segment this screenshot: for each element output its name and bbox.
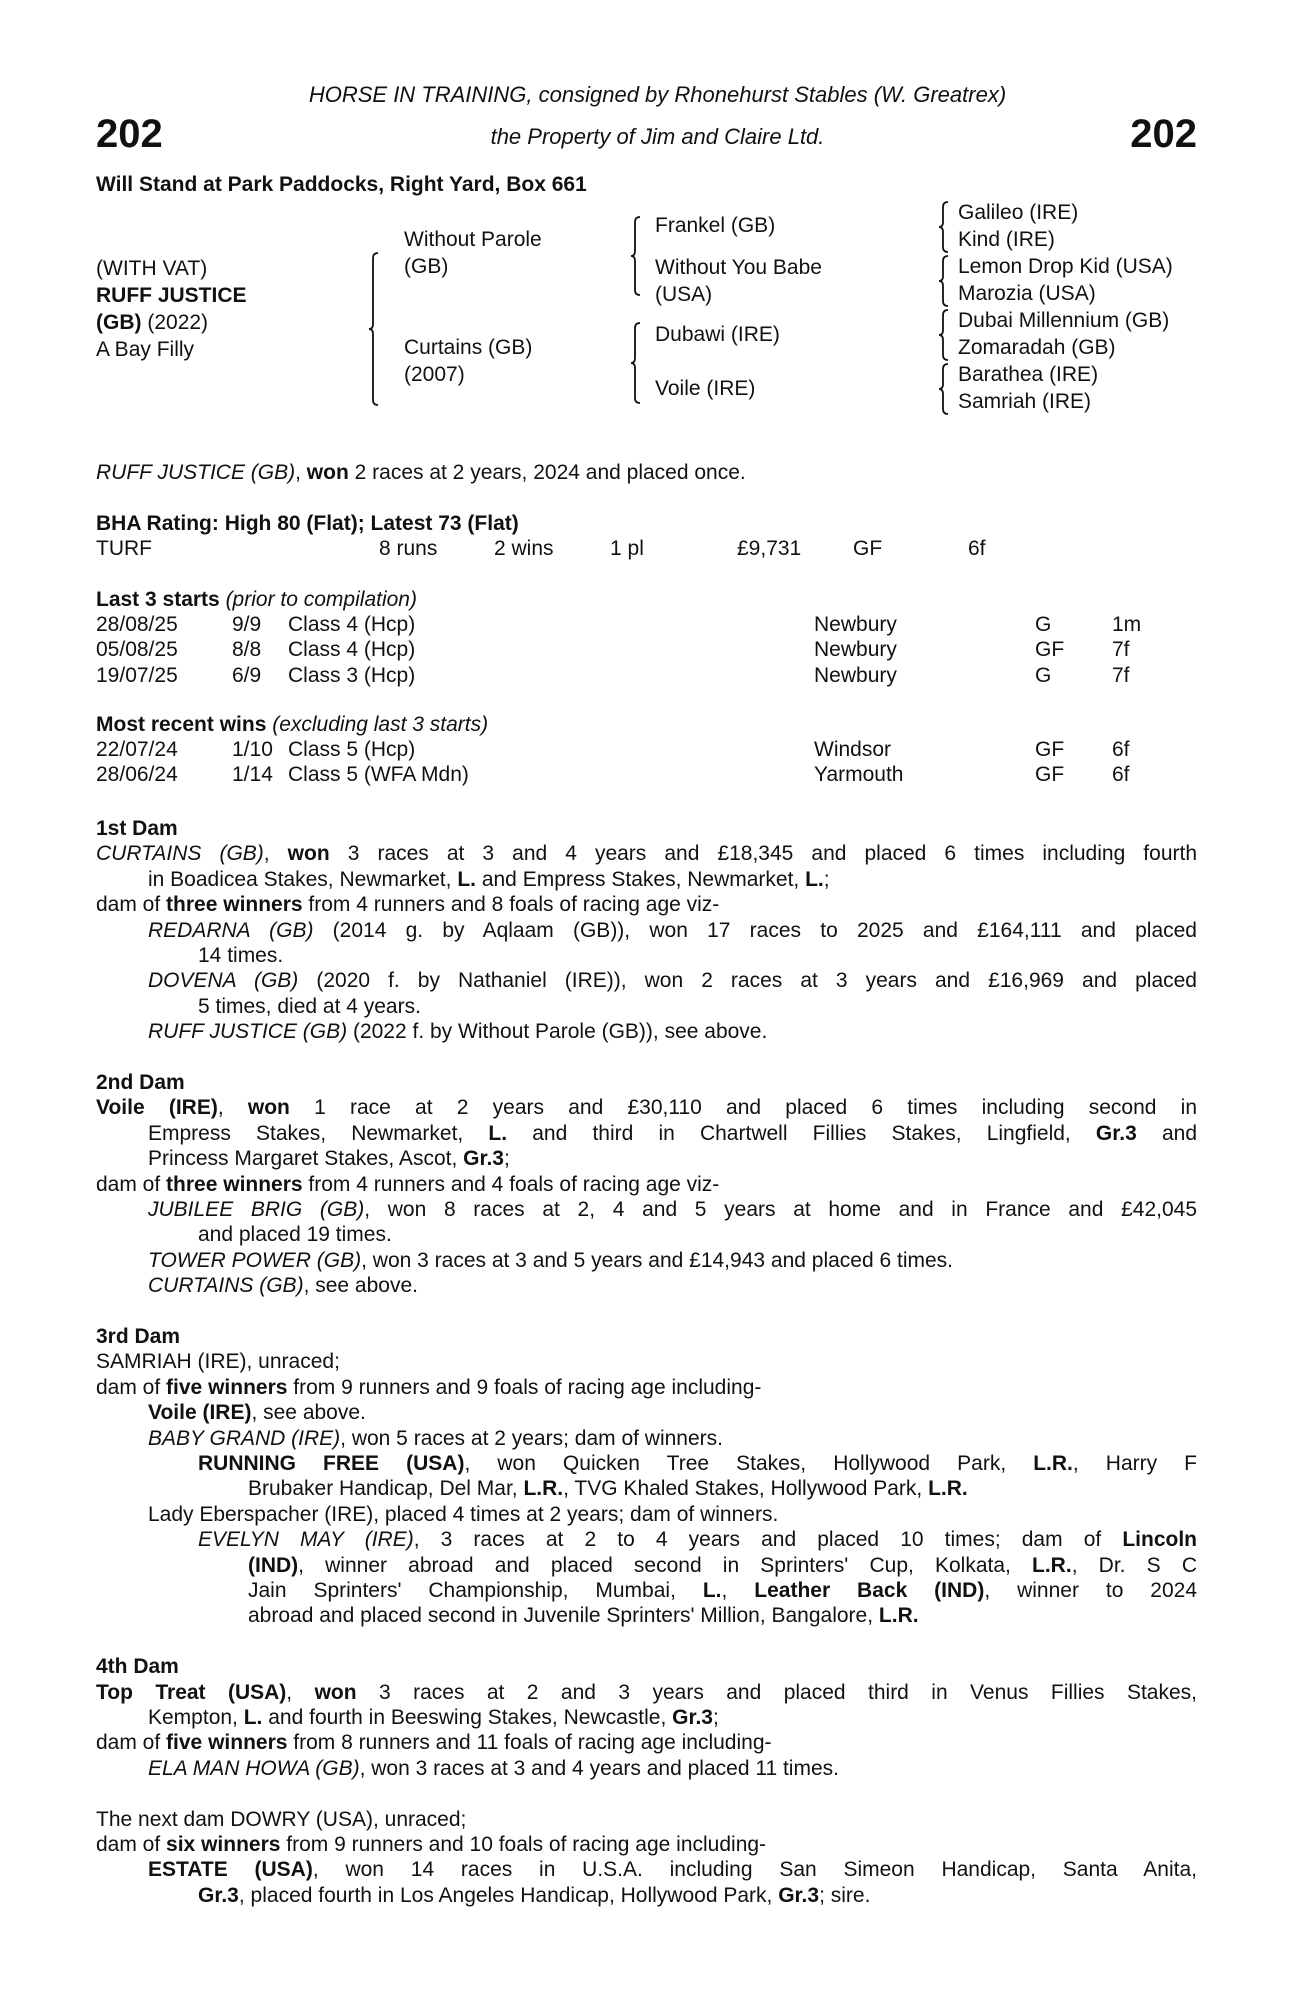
text: , bbox=[217, 1096, 248, 1120]
record-line bbox=[96, 1349, 340, 1374]
race-course: Yarmouth bbox=[814, 763, 904, 787]
text: SAMRIAH (IRE), unraced; bbox=[96, 1350, 340, 1374]
italic-text: DOVENA (GB) bbox=[148, 969, 299, 993]
record-line bbox=[248, 1553, 1197, 1578]
horse-name: RUFF JUSTICE bbox=[96, 284, 247, 307]
text: , bbox=[263, 842, 288, 866]
bold-text: Gr.3 bbox=[1095, 1121, 1137, 1145]
vat-note: (WITH VAT) bbox=[96, 257, 208, 280]
race-dist: 1m bbox=[1112, 613, 1142, 636]
bold-text: Voile (IRE) bbox=[96, 1096, 218, 1120]
italic-text: REDARNA (GB) bbox=[148, 918, 314, 942]
record-line bbox=[248, 1578, 1197, 1603]
italic-text: CURTAINS (GB) bbox=[148, 1274, 304, 1298]
record-line bbox=[148, 1146, 510, 1171]
summary-text: 2 races at 2 years, 2024 and placed once. bbox=[348, 461, 746, 484]
ancestor: Zomaradah (GB) bbox=[958, 336, 1116, 359]
bold-text: 1st Dam bbox=[96, 817, 178, 840]
text: Brubaker Handicap, Del Mar, bbox=[248, 1477, 524, 1501]
bold-text: six winners bbox=[166, 1833, 281, 1856]
text: and Empress Stakes, Newmarket, bbox=[475, 867, 806, 891]
race-class: Class 5 (WFA Mdn) bbox=[288, 763, 469, 787]
record-line bbox=[248, 1603, 919, 1628]
race-course: Newbury bbox=[814, 663, 897, 687]
last3-title: Last 3 starts bbox=[96, 588, 220, 611]
bold-text: L. bbox=[702, 1579, 722, 1602]
text: ; sire. bbox=[819, 1883, 871, 1907]
bold-text: L. bbox=[488, 1121, 508, 1145]
going: GF bbox=[853, 537, 883, 560]
sire-dam-country: (USA) bbox=[655, 283, 713, 306]
record-line bbox=[96, 1654, 179, 1679]
sire-dam bbox=[655, 254, 822, 308]
ancestor: Kind (IRE) bbox=[958, 228, 1055, 251]
dam bbox=[404, 334, 532, 388]
text: 3 races at 3 and 4 years and £18,345 and placed 6 times including fourth bbox=[329, 842, 1197, 866]
record-line bbox=[148, 1426, 723, 1451]
record-line bbox=[96, 1730, 772, 1755]
horse-year: (2022) bbox=[147, 311, 209, 334]
bold-text: Gr.3 bbox=[198, 1883, 239, 1907]
text: , bbox=[721, 1579, 755, 1602]
race-dist: 6f bbox=[1112, 763, 1130, 787]
bold-text: ESTATE (USA) bbox=[148, 1858, 313, 1882]
race-class: Class 4 (Hcp) bbox=[288, 613, 416, 636]
record-line bbox=[148, 1400, 366, 1425]
italic-text: CURTAINS (GB) bbox=[96, 842, 264, 866]
record-line bbox=[96, 1070, 185, 1095]
brace-icon bbox=[938, 255, 950, 307]
record-line bbox=[148, 1502, 778, 1527]
race-going: GF bbox=[1035, 638, 1065, 662]
sire-name: Without Parole bbox=[404, 228, 542, 251]
placed: 1 pl bbox=[610, 537, 644, 560]
race-course: Windsor bbox=[814, 738, 892, 761]
last3-note: (prior to compilation) bbox=[219, 588, 417, 611]
text: , won 5 races at 2 years; dam of winners. bbox=[340, 1426, 723, 1450]
race-going: GF bbox=[1035, 763, 1065, 787]
ancestor: Lemon Drop Kid (USA) bbox=[958, 255, 1173, 278]
brace-icon bbox=[938, 363, 950, 415]
text: , winner abroad and placed second in Sprinters' Cup, Kolkata, bbox=[298, 1553, 1033, 1577]
text: , placed fourth in Los Angeles Handicap, Hollywood Park, bbox=[238, 1883, 779, 1907]
race-dist: 6f bbox=[1112, 738, 1130, 761]
race-pos: 8/8 bbox=[232, 638, 262, 662]
bold-text: five winners bbox=[166, 1731, 288, 1755]
record-line bbox=[96, 1807, 466, 1832]
text: abroad and placed second in Juvenile Sprinters' Million, Bangalore, bbox=[248, 1604, 879, 1628]
ancestor: Barathea (IRE) bbox=[958, 363, 1099, 386]
bold-text: (IND) bbox=[248, 1553, 299, 1577]
sire-sire: Frankel (GB) bbox=[655, 214, 776, 237]
text: The next dam DOWRY (USA), unraced; bbox=[96, 1807, 467, 1831]
race-dist: 7f bbox=[1112, 638, 1130, 662]
bold-text: Leather Back (IND) bbox=[754, 1579, 985, 1602]
race-date: 05/08/25 bbox=[96, 638, 178, 662]
record-line bbox=[148, 1756, 839, 1781]
race-date: 19/07/25 bbox=[96, 663, 178, 687]
summary-won: won bbox=[306, 461, 349, 484]
record-line bbox=[148, 1857, 1197, 1882]
record-line bbox=[198, 1222, 392, 1247]
bold-text: Gr.3 bbox=[672, 1706, 713, 1729]
prize-money: £9,731 bbox=[737, 537, 802, 560]
text: in Boadicea Stakes, Newmarket, bbox=[148, 867, 458, 891]
text: , 3 races at 2 to 4 years and placed 10 times; dam of bbox=[413, 1528, 1123, 1552]
text: from 9 runners and 9 foals of racing age including- bbox=[287, 1375, 762, 1399]
record-line bbox=[198, 994, 421, 1019]
record-line bbox=[148, 1248, 953, 1273]
text: dam of bbox=[96, 1172, 167, 1196]
record-line bbox=[96, 1832, 766, 1857]
race-pos: 9/9 bbox=[232, 613, 262, 636]
sire-country: (GB) bbox=[404, 255, 449, 278]
bold-text: Gr.3 bbox=[463, 1147, 504, 1171]
text: Jain Sprinters' Championship, Mumbai, bbox=[248, 1579, 703, 1602]
record-line bbox=[148, 968, 1197, 993]
race-pos: 1/14 bbox=[232, 763, 273, 787]
record-line bbox=[148, 1197, 1197, 1222]
text: Kempton, bbox=[148, 1706, 244, 1729]
text: , winner to 2024 bbox=[984, 1579, 1197, 1602]
dam-name: Curtains (GB) bbox=[404, 336, 533, 359]
text: , won 8 races at 2, 4 and 5 years at home and in France and £42,045 bbox=[364, 1198, 1197, 1221]
text: dam of bbox=[96, 893, 167, 917]
bold-text: L.R. bbox=[523, 1477, 564, 1501]
text: 1 race at 2 years and £30,110 and placed 6 times including second in bbox=[289, 1096, 1197, 1120]
text: and placed 19 times. bbox=[198, 1223, 392, 1247]
race-course: Newbury bbox=[814, 638, 897, 662]
record-line bbox=[198, 1883, 870, 1908]
brace-icon bbox=[368, 252, 380, 406]
bold-text: Top Treat (USA) bbox=[96, 1680, 287, 1704]
record-line bbox=[96, 1172, 719, 1197]
text: (2020 f. by Nathaniel (IRE)), won 2 races at 3 years and £16,969 and placed bbox=[298, 969, 1197, 993]
surface: TURF bbox=[96, 537, 152, 560]
brace-icon bbox=[630, 216, 642, 296]
text: from 4 runners and 8 foals of racing age viz- bbox=[302, 893, 720, 917]
text: , see above. bbox=[303, 1274, 418, 1298]
text: ; bbox=[823, 867, 830, 891]
dam-year: (2007) bbox=[404, 363, 465, 386]
text: Lady Eberspacher (IRE), placed 4 times at 2 years; dam of winners. bbox=[148, 1502, 779, 1526]
recent-heading bbox=[96, 713, 488, 737]
horse-info bbox=[96, 255, 247, 363]
text: , won Quicken Tree Stakes, Hollywood Park, bbox=[464, 1452, 1034, 1475]
text: Empress Stakes, Newmarket, bbox=[148, 1121, 489, 1145]
distance: 6f bbox=[968, 537, 986, 560]
italic-text: RUFF JUSTICE (GB) bbox=[148, 1020, 348, 1044]
wins: 2 wins bbox=[494, 537, 554, 560]
bold-text: RUNNING FREE (USA) bbox=[198, 1452, 465, 1475]
race-date: 28/08/25 bbox=[96, 613, 178, 636]
lot-number-left: 202 bbox=[96, 112, 163, 156]
bold-text: 3rd Dam bbox=[96, 1325, 181, 1348]
bold-text: five winners bbox=[166, 1375, 288, 1399]
italic-text: JUBILEE BRIG (GB) bbox=[148, 1198, 365, 1221]
lot-number-right: 202 bbox=[1130, 112, 1197, 156]
race-class: Class 5 (Hcp) bbox=[288, 738, 416, 761]
text: from 4 runners and 4 foals of racing age viz- bbox=[302, 1172, 720, 1196]
record-line bbox=[96, 1095, 1197, 1120]
record-line bbox=[148, 867, 830, 892]
text: , won 3 races at 3 and 4 years and placed 11 times. bbox=[359, 1756, 839, 1780]
bold-text: won bbox=[247, 1096, 290, 1120]
text: 5 times, died at 4 years. bbox=[198, 994, 421, 1018]
record-line bbox=[96, 841, 1197, 866]
bold-text: Lincoln bbox=[1122, 1528, 1197, 1552]
text: and bbox=[1136, 1121, 1197, 1145]
ancestor: Samriah (IRE) bbox=[958, 390, 1092, 413]
brace-icon bbox=[938, 201, 950, 253]
summary-horse: RUFF JUSTICE (GB) bbox=[96, 461, 296, 484]
recent-title: Most recent wins bbox=[96, 713, 267, 736]
bold-text: L.R. bbox=[1032, 1553, 1072, 1577]
ancestor: Marozia (USA) bbox=[958, 282, 1096, 305]
text: dam of bbox=[96, 1833, 167, 1856]
italic-text: TOWER POWER (GB) bbox=[148, 1248, 362, 1272]
text: , bbox=[286, 1680, 315, 1704]
bold-text: won bbox=[287, 842, 330, 866]
brace-icon bbox=[938, 309, 950, 361]
bold-text: Gr.3 bbox=[778, 1883, 820, 1907]
bold-text: three winners bbox=[166, 893, 303, 917]
race-pos: 6/9 bbox=[232, 663, 262, 687]
record-line bbox=[96, 816, 178, 841]
text: from 8 runners and 11 foals of racing age including- bbox=[287, 1731, 772, 1755]
dam-dam: Voile (IRE) bbox=[655, 377, 756, 400]
sire-dam-name: Without You Babe bbox=[655, 256, 822, 279]
record-line bbox=[248, 1476, 968, 1501]
record-line bbox=[148, 1121, 1197, 1146]
race-dist: 7f bbox=[1112, 663, 1130, 687]
record-line bbox=[148, 1273, 418, 1298]
text: (2022 f. by Without Parole (GB)), see above. bbox=[347, 1020, 768, 1044]
race-summary bbox=[96, 461, 746, 485]
bold-text: Voile (IRE) bbox=[148, 1401, 252, 1425]
stand-location: Will Stand at Park Paddocks, Right Yard, Box 661 bbox=[96, 173, 587, 196]
italic-text: ELA MAN HOWA (GB) bbox=[148, 1756, 360, 1780]
record-line bbox=[148, 918, 1197, 943]
ancestor: Dubai Millennium (GB) bbox=[958, 309, 1170, 332]
bold-text: L. bbox=[805, 867, 824, 891]
bold-text: L. bbox=[243, 1706, 263, 1729]
text: and third in Chartwell Fillies Stakes, Lingfield, bbox=[507, 1121, 1096, 1145]
bold-text: L.R. bbox=[1033, 1452, 1073, 1475]
bold-text: L.R. bbox=[878, 1604, 919, 1628]
text: , won 14 races in U.S.A. including San Simeon Handicap, Santa Anita, bbox=[312, 1858, 1197, 1882]
race-date: 28/06/24 bbox=[96, 763, 178, 787]
text: ; bbox=[504, 1147, 510, 1171]
record-line bbox=[198, 943, 283, 968]
last3-heading bbox=[96, 588, 417, 612]
record-line bbox=[96, 1324, 180, 1349]
text: , won 3 races at 3 and 5 years and £14,943 and placed 6 times. bbox=[361, 1248, 953, 1272]
race-course: Newbury bbox=[814, 613, 897, 636]
summary-sep: , bbox=[295, 461, 307, 484]
race-class: Class 4 (Hcp) bbox=[288, 638, 416, 662]
recent-note: (excluding last 3 starts) bbox=[266, 713, 489, 736]
record-line bbox=[96, 892, 719, 917]
text: 14 times. bbox=[198, 944, 284, 967]
bold-text: 4th Dam bbox=[96, 1655, 179, 1679]
text: , Harry F bbox=[1072, 1452, 1197, 1475]
text: 3 races at 2 and 3 years and placed third in Venus Fillies Stakes, bbox=[356, 1680, 1197, 1704]
record-line bbox=[198, 1527, 1197, 1552]
record-line bbox=[148, 1705, 719, 1730]
text: , TVG Khaled Stakes, Hollywood Park, bbox=[563, 1477, 929, 1501]
race-going: G bbox=[1035, 663, 1052, 687]
text: from 9 runners and 10 foals of racing age including- bbox=[280, 1833, 767, 1856]
bold-text: L. bbox=[457, 867, 476, 891]
gen3-ancestors bbox=[958, 199, 1173, 415]
runs: 8 runs bbox=[379, 537, 438, 560]
vendor-line: the Property of Jim and Claire Ltd. bbox=[490, 124, 825, 149]
race-date: 22/07/24 bbox=[96, 738, 178, 761]
dam-sire: Dubawi (IRE) bbox=[655, 323, 780, 346]
brace-icon bbox=[630, 322, 642, 404]
record-line bbox=[96, 1680, 1197, 1705]
catalogue-heading: HORSE IN TRAINING, consigned by Rhonehurst Stables (W. Greatrex) bbox=[308, 82, 1007, 107]
record-line bbox=[148, 1019, 767, 1044]
text: , see above. bbox=[251, 1401, 366, 1425]
text: , Dr. S C bbox=[1071, 1553, 1197, 1577]
bold-text: 2nd Dam bbox=[96, 1071, 185, 1094]
text: ; bbox=[713, 1706, 719, 1729]
text: dam of bbox=[96, 1375, 167, 1399]
sire bbox=[404, 226, 542, 280]
race-class: Class 3 (Hcp) bbox=[288, 663, 416, 687]
ancestor: Galileo (IRE) bbox=[958, 201, 1079, 224]
horse-description: A Bay Filly bbox=[96, 338, 195, 361]
record-line bbox=[96, 1375, 761, 1400]
horse-country: (GB) bbox=[96, 311, 142, 334]
text: and fourth in Beeswing Stakes, Newcastle, bbox=[262, 1706, 673, 1729]
bold-text: won bbox=[314, 1680, 357, 1704]
bha-rating: BHA Rating: High 80 (Flat); Latest 73 (Flat) bbox=[96, 512, 519, 535]
italic-text: EVELYN MAY (IRE) bbox=[198, 1528, 414, 1552]
text: dam of bbox=[96, 1731, 167, 1755]
italic-text: BABY GRAND (IRE) bbox=[148, 1426, 341, 1450]
race-going: G bbox=[1035, 613, 1052, 636]
record-line bbox=[198, 1451, 1197, 1476]
race-going: GF bbox=[1035, 738, 1065, 761]
bold-text: L.R. bbox=[928, 1477, 968, 1501]
text: Princess Margaret Stakes, Ascot, bbox=[148, 1147, 464, 1171]
bold-text: three winners bbox=[166, 1172, 303, 1196]
race-pos: 1/10 bbox=[232, 738, 273, 761]
text: (2014 g. by Aqlaam (GB)), won 17 races to 2025 and £164,111 and placed bbox=[313, 918, 1197, 942]
